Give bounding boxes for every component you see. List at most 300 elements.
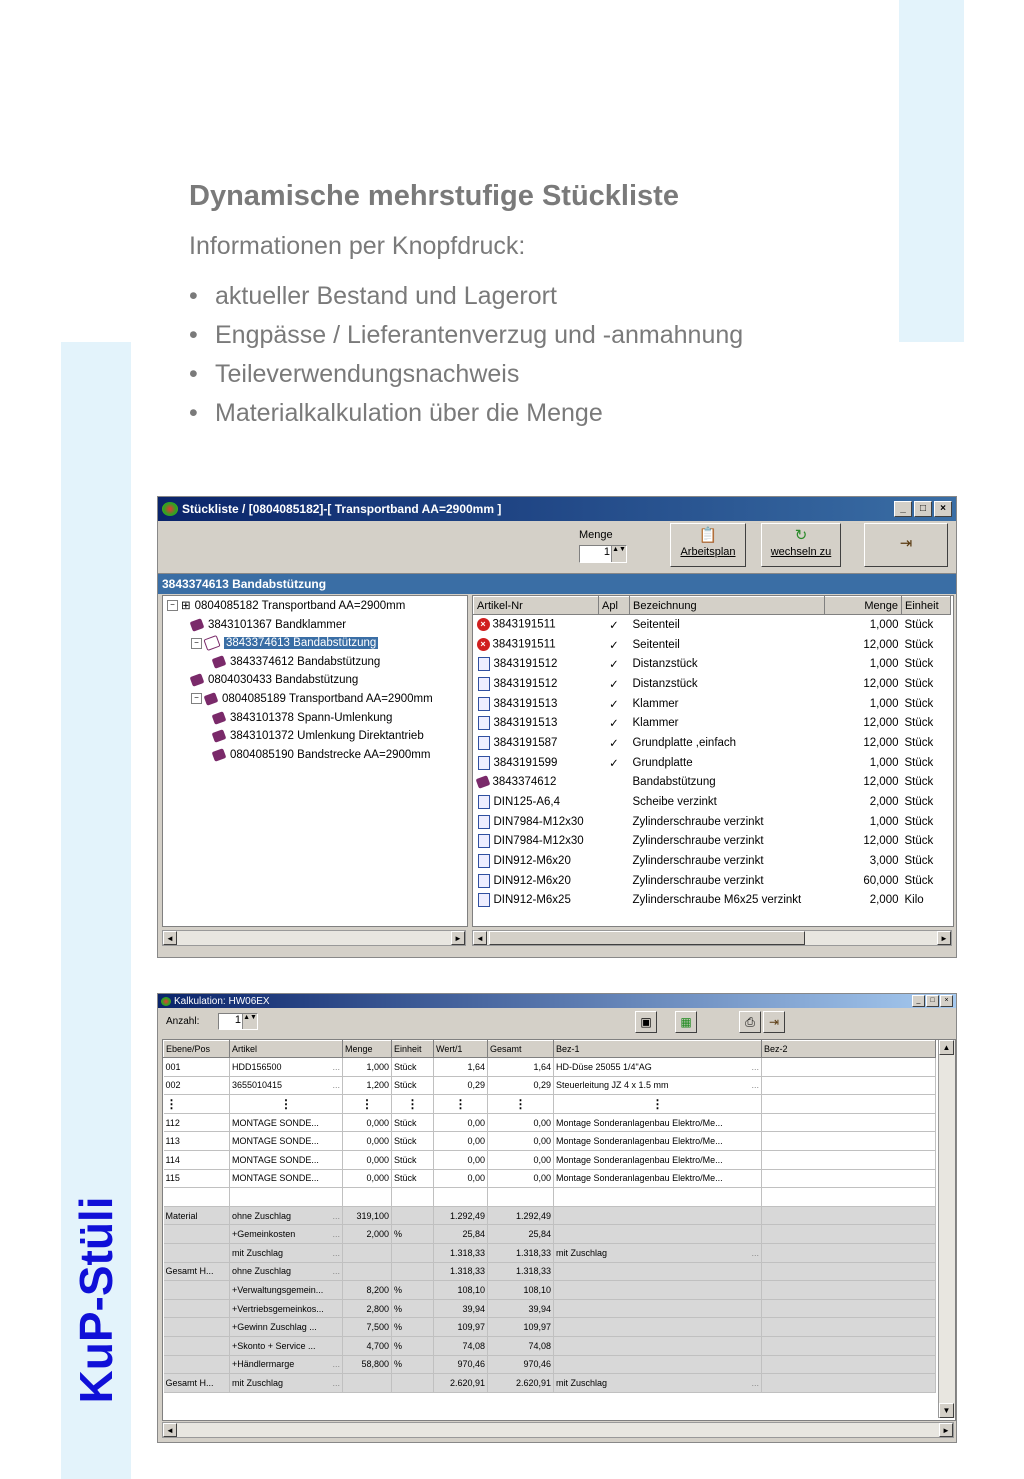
feature-item (189, 319, 743, 358)
table-row[interactable] (474, 694, 951, 714)
cell-text: ohne Zuschlag (232, 1266, 292, 1277)
lookup-ellipsis-button[interactable]: ... (332, 1061, 340, 1072)
tree-node-label: 0804085190 Bandstrecke AA=2900mm (230, 748, 431, 761)
bez2-cell (762, 1355, 936, 1374)
bez1-cell (554, 1281, 762, 1300)
wert-cell (434, 1076, 488, 1095)
table-row[interactable] (474, 674, 951, 694)
artikel-text: DIN912-M6x20 (493, 855, 571, 868)
bez2-cell (762, 1132, 936, 1151)
table-row[interactable] (474, 891, 951, 911)
cell-text: +Händlermarge (232, 1359, 295, 1370)
einheit-cell (392, 1058, 434, 1077)
tree-node-label: 0804085182 Transportband AA=2900mm (194, 600, 406, 612)
save-icon[interactable]: ▣ (635, 1011, 657, 1033)
ebene-cell (164, 1188, 230, 1207)
close-button[interactable]: × (934, 501, 952, 517)
artikel-cell (474, 615, 599, 635)
kalkulation-vscroll[interactable] (938, 1040, 955, 1418)
cell-text: 1.318,33 (515, 1247, 551, 1258)
cell-text: ohne Zuschlag (232, 1210, 292, 1221)
menge-cell (343, 1299, 392, 1318)
bom-toolbar (158, 521, 956, 574)
table-row[interactable] (164, 1169, 936, 1188)
tree-node[interactable] (191, 672, 358, 689)
einheit-cell (392, 1336, 434, 1355)
menge-cell: 12,000 (863, 677, 899, 690)
cell-text: 2,000 (366, 1229, 389, 1240)
spinner-arrows-icon[interactable]: ▲▼ (611, 546, 626, 562)
col-menge[interactable]: Menge (825, 597, 902, 615)
artikel-cell (474, 832, 599, 852)
gesamt-cell (488, 1132, 554, 1151)
artikel-cell (474, 871, 599, 891)
gesamt-cell (488, 1243, 554, 1262)
artikel-cell (230, 1058, 343, 1077)
continuation-dots: ⋮ (488, 1095, 554, 1114)
artikel-cell (230, 1262, 343, 1281)
col-einheit[interactable]: Einheit (392, 1041, 434, 1058)
wert-cell (434, 1318, 488, 1337)
table-row[interactable] (474, 773, 951, 793)
einheit-cell (392, 1262, 434, 1281)
minimize-button[interactable]: _ (912, 995, 925, 1007)
bez1-cell (554, 1076, 762, 1095)
col-wert[interactable]: Wert/1 (434, 1041, 488, 1058)
print-icon[interactable]: ⎙ (739, 1011, 761, 1033)
cell-text: % (394, 1359, 403, 1370)
menge-cell: 2,000 (869, 796, 899, 809)
scroll-left-icon[interactable]: ◄ (163, 931, 177, 945)
table-row[interactable] (164, 1355, 936, 1374)
cell-text: Stück (394, 1061, 417, 1072)
einheit-cell: Stück (904, 855, 934, 868)
bezeichnung-cell: Distanzstück (632, 677, 698, 690)
bezeichnung-cell: Klammer (632, 717, 679, 730)
table-row[interactable] (164, 1076, 936, 1095)
table-row[interactable] (164, 1188, 936, 1207)
table-row[interactable] (164, 1262, 936, 1281)
artikel-cell (474, 792, 599, 812)
bezeichnung-cell: Bandabstützung (632, 776, 716, 789)
cell-text: mit Zuschlag (556, 1377, 608, 1388)
continuation-dots: ⋮ (343, 1095, 392, 1114)
table-row[interactable] (164, 1374, 936, 1393)
artikel-cell (230, 1318, 343, 1337)
gesamt-cell (488, 1336, 554, 1355)
bom-tree[interactable] (162, 595, 468, 927)
app-icon (161, 997, 171, 1006)
tree-hscroll[interactable] (162, 930, 466, 946)
cell-text: 39,94 (528, 1303, 551, 1314)
table-row[interactable] (474, 871, 951, 891)
cell-text: 1,000 (366, 1061, 389, 1072)
kalkulation-titlebar[interactable] (158, 994, 956, 1008)
gesamt-cell (488, 1318, 554, 1337)
table-row[interactable] (164, 1113, 936, 1132)
bez1-cell (554, 1299, 762, 1318)
feature-text: Engpässe / Lieferantenverzug und -anmahnung (215, 321, 744, 349)
exit-button[interactable] (864, 523, 948, 567)
menge-cell: 12,000 (863, 736, 899, 749)
menge-cell (343, 1262, 392, 1281)
table-row[interactable] (474, 615, 951, 635)
assembly-root-icon: ⊞ (181, 600, 191, 612)
kalkulation-toolbar (158, 1008, 956, 1036)
assembly-icon (204, 692, 219, 706)
ebene-cell (164, 1076, 230, 1095)
einheit-cell (392, 1374, 434, 1393)
collapse-toggle-icon[interactable]: − (167, 600, 178, 611)
artikel-cell (474, 694, 599, 714)
continuation-dots (762, 1095, 936, 1114)
table-row[interactable] (164, 1299, 936, 1318)
col-ebene-pos[interactable]: Ebene/Pos (164, 1041, 230, 1058)
cell-text: Stück (394, 1154, 417, 1165)
bez1-cell (554, 1188, 762, 1207)
menge-cell: 12,000 (863, 638, 899, 651)
cell-text: 25,84 (528, 1229, 551, 1240)
document-icon (478, 893, 490, 907)
slide-subtitle: Informationen per Knopfdruck: (189, 232, 526, 260)
menge-spinner[interactable] (579, 545, 627, 563)
table-row[interactable] (474, 713, 951, 733)
clipboard-icon: 📋 (698, 527, 718, 544)
artikel-cell (230, 1374, 343, 1393)
einheit-cell (392, 1076, 434, 1095)
cell-text: % (394, 1229, 403, 1240)
bezeichnung-cell: Grundplatte (632, 756, 693, 769)
cell-text: 115 (165, 1173, 180, 1184)
cell-text: 3655010415 (232, 1080, 283, 1091)
gesamt-cell (488, 1169, 554, 1188)
artikel-cell (230, 1169, 343, 1188)
tree-node-label: 3843101378 Spann-Umlenkung (230, 711, 393, 724)
cell-text: MONTAGE SONDE... (232, 1154, 319, 1165)
spinner-arrows-icon[interactable]: ▲▼ (242, 1014, 257, 1029)
cell-text: MONTAGE SONDE... (232, 1173, 319, 1184)
lookup-ellipsis-button[interactable]: ... (332, 1377, 340, 1388)
cell-text: Steuerleitung JZ 4 x 1.5 mm (556, 1080, 669, 1091)
scroll-up-icon[interactable]: ▲ (939, 1040, 954, 1055)
tree-node[interactable] (213, 710, 392, 727)
table-row[interactable] (474, 733, 951, 753)
einheit-cell: Stück (904, 717, 934, 730)
artikel-cell (230, 1113, 343, 1132)
cell-text: % (394, 1322, 403, 1333)
cell-text: 1.318,33 (449, 1266, 485, 1277)
cell-text: 1,200 (366, 1080, 389, 1091)
cell-text: 0,00 (533, 1117, 551, 1128)
tree-node[interactable] (167, 598, 405, 615)
lookup-ellipsis-button[interactable]: ... (332, 1080, 340, 1091)
apl-check-icon: ✓ (609, 757, 619, 770)
artikel-text: 3843191513 (493, 697, 558, 710)
col-artikel-nr[interactable]: Artikel-Nr (474, 597, 599, 615)
menge-cell (343, 1169, 392, 1188)
document-icon (478, 716, 490, 730)
scroll-left-icon[interactable]: ◄ (473, 931, 487, 945)
bom-window-titlebar[interactable] (158, 497, 956, 521)
tree-node[interactable] (191, 691, 433, 708)
cell-text: Montage Sonderanlagenbau Elektro/Me... (556, 1136, 723, 1147)
tree-node-label: 0804085189 Transportband AA=2900mm (222, 693, 433, 705)
error-icon: × (477, 638, 490, 651)
bez2-cell (762, 1299, 936, 1318)
artikel-cell (474, 713, 599, 733)
tree-node[interactable] (191, 617, 346, 634)
bezeichnung-cell: Scheibe verzinkt (632, 796, 717, 809)
col-einheit[interactable]: Einheit (902, 597, 951, 615)
table-row[interactable] (164, 1058, 936, 1077)
cell-text: 2,800 (366, 1303, 389, 1314)
menge-cell: 12,000 (863, 776, 899, 789)
document-icon (478, 657, 490, 671)
lookup-ellipsis-button[interactable]: ... (751, 1080, 759, 1091)
feature-item (189, 358, 743, 397)
maximize-button[interactable]: □ (926, 995, 939, 1007)
tree-node-label: 3843101367 Bandklammer (208, 618, 347, 631)
tree-node[interactable] (213, 747, 430, 764)
menge-cell (343, 1225, 392, 1244)
minimize-button[interactable]: _ (894, 501, 912, 517)
col-gesamt[interactable]: Gesamt (488, 1041, 554, 1058)
bezeichnung-cell: Klammer (632, 697, 679, 710)
apl-check-icon (599, 871, 630, 891)
col-apl[interactable]: Apl (599, 597, 630, 615)
table-row[interactable] (164, 1206, 936, 1225)
artikel-cell (230, 1336, 343, 1355)
cell-text: mit Zuschlag (232, 1247, 284, 1258)
table-row[interactable] (474, 654, 951, 674)
gesamt-cell (488, 1150, 554, 1169)
tree-node[interactable] (213, 654, 380, 671)
lookup-ellipsis-button[interactable]: ... (751, 1247, 759, 1258)
table-row[interactable] (164, 1095, 936, 1114)
tree-node[interactable] (191, 635, 378, 652)
wert-cell (434, 1336, 488, 1355)
scroll-right-icon[interactable]: ► (937, 931, 951, 945)
table-row[interactable] (164, 1150, 936, 1169)
table-hscroll[interactable] (472, 930, 952, 946)
gesamt-cell (488, 1076, 554, 1095)
cell-text: +Gewinn Zuschlag ... (232, 1322, 317, 1333)
bez2-cell (762, 1188, 936, 1207)
einheit-cell (392, 1206, 434, 1225)
wechseln-label: wechseln zu (770, 546, 832, 558)
lookup-ellipsis-button[interactable]: ... (332, 1247, 340, 1258)
einheit-cell: Stück (904, 736, 934, 749)
menge-cell (343, 1374, 392, 1393)
table-row[interactable] (164, 1318, 936, 1337)
cell-text: mit Zuschlag (232, 1377, 284, 1388)
menge-cell (343, 1188, 392, 1207)
lookup-ellipsis-button[interactable]: ... (332, 1229, 340, 1240)
table-row[interactable] (164, 1132, 936, 1151)
table-row[interactable] (474, 792, 951, 812)
collapse-toggle-icon[interactable]: − (191, 693, 202, 704)
cell-text: Material (165, 1210, 198, 1221)
artikel-cell (230, 1150, 343, 1169)
einheit-cell (392, 1150, 434, 1169)
artikel-text: 3843191512 (493, 677, 558, 690)
artikel-text: 3843191512 (493, 658, 558, 671)
table-row[interactable] (164, 1281, 936, 1300)
exit-door-icon[interactable]: ⇥ (763, 1011, 785, 1033)
table-row[interactable] (164, 1336, 936, 1355)
cell-text: 25,84 (462, 1229, 485, 1240)
menge-cell: 2,000 (869, 894, 899, 907)
continuation-dots: ⋮ (164, 1095, 230, 1114)
bez1-cell (554, 1058, 762, 1077)
cell-text: % (394, 1303, 403, 1314)
col-menge[interactable]: Menge (343, 1041, 392, 1058)
continuation-dots: ⋮ (392, 1095, 434, 1114)
artikel-text: DIN912-M6x25 (493, 894, 571, 907)
cell-text: 7,500 (366, 1322, 389, 1333)
ebene-cell (164, 1132, 230, 1151)
menge-cell: 1,000 (869, 815, 899, 828)
wert-cell (434, 1132, 488, 1151)
wert-cell (434, 1150, 488, 1169)
scroll-right-icon[interactable]: ► (939, 1423, 953, 1437)
wechseln-button[interactable] (761, 523, 841, 567)
wert-cell (434, 1188, 488, 1207)
lookup-ellipsis-button[interactable]: ... (332, 1266, 340, 1277)
artikel-cell (230, 1076, 343, 1095)
apl-check-icon (599, 832, 630, 852)
bez2-cell (762, 1225, 936, 1244)
artikel-text: 3843191599 (493, 756, 558, 769)
bezeichnung-cell: Zylinderschraube verzinkt (632, 835, 764, 848)
einheit-cell: Stück (904, 658, 934, 671)
artikel-text: DIN7984-M12x30 (493, 835, 584, 848)
artikel-cell (474, 851, 599, 871)
cell-text: 114 (165, 1154, 180, 1165)
cell-text: +Verwaltungsgemein... (232, 1284, 324, 1295)
wert-cell (434, 1206, 488, 1225)
cell-text: 74,08 (528, 1340, 551, 1351)
bezeichnung-cell: Zylinderschraube verzinkt (632, 874, 764, 887)
table-row[interactable] (474, 635, 951, 655)
table-row[interactable] (474, 832, 951, 852)
cell-text: 58,800 (361, 1359, 389, 1370)
menge-cell (343, 1113, 392, 1132)
assembly-icon (190, 674, 205, 688)
slide-title: Dynamische mehrstufige Stückliste (189, 180, 679, 212)
scroll-right-icon[interactable]: ► (451, 931, 465, 945)
feature-text: aktueller Bestand und Lagerort (215, 282, 557, 310)
bez1-cell (554, 1206, 762, 1225)
arbeitsplan-label: Arbeitsplan (680, 546, 736, 558)
cell-text: 1,64 (533, 1061, 551, 1072)
cell-text: 4,700 (366, 1340, 389, 1351)
table-row[interactable] (164, 1225, 936, 1244)
menge-cell: 3,000 (869, 855, 899, 868)
col-bez-2[interactable]: Bez-2 (762, 1041, 936, 1058)
menge-cell: 12,000 (863, 717, 899, 730)
bezeichnung-cell: Seitenteil (632, 638, 680, 651)
cell-text: 0,00 (467, 1136, 485, 1147)
document-icon (478, 736, 490, 750)
cell-text: +Gemeinkosten (232, 1229, 296, 1240)
cell-text: 0,000 (366, 1136, 389, 1147)
col-bezeichnung[interactable]: Bezeichnung (630, 597, 825, 615)
scroll-down-icon[interactable]: ▼ (939, 1403, 954, 1418)
cell-text: 0,00 (467, 1117, 485, 1128)
bez1-cell (554, 1225, 762, 1244)
wert-cell (434, 1058, 488, 1077)
cell-text: 0,00 (533, 1154, 551, 1165)
anzahl-label: Anzahl: (166, 1016, 200, 1027)
assembly-icon (212, 729, 227, 743)
menge-cell: 60,000 (863, 874, 899, 887)
document-icon (478, 815, 490, 829)
bom-window (157, 496, 957, 958)
document-icon (478, 795, 490, 809)
cell-text: 319,100 (356, 1210, 389, 1221)
col-bez-1[interactable]: Bez-1 (554, 1041, 762, 1058)
gesamt-cell (488, 1058, 554, 1077)
bez1-cell (554, 1336, 762, 1355)
apl-check-icon: ✓ (609, 737, 619, 750)
menge-cell (343, 1336, 392, 1355)
lookup-ellipsis-button[interactable]: ... (332, 1210, 340, 1221)
tree-node[interactable] (213, 728, 424, 745)
feature-list (189, 280, 743, 436)
table-row[interactable] (474, 753, 951, 773)
error-icon: × (477, 618, 490, 631)
scroll-left-icon[interactable]: ◄ (163, 1423, 177, 1437)
scroll-thumb[interactable] (489, 931, 805, 945)
artikel-cell (230, 1281, 343, 1300)
lookup-ellipsis-button[interactable]: ... (332, 1359, 340, 1370)
maximize-button[interactable]: □ (914, 501, 932, 517)
col-artikel[interactable]: Artikel (230, 1041, 343, 1058)
table-row[interactable] (474, 812, 951, 832)
einheit-cell: Stück (904, 815, 934, 828)
close-button[interactable]: × (940, 995, 953, 1007)
artikel-cell (474, 733, 599, 753)
kalkulation-hscroll[interactable] (162, 1422, 954, 1438)
lookup-ellipsis-button[interactable]: ... (751, 1377, 759, 1388)
excel-icon[interactable]: ▦ (675, 1011, 697, 1033)
menge-value: 1 (603, 546, 610, 558)
bezeichnung-cell: Seitenteil (632, 618, 680, 631)
wert-cell (434, 1355, 488, 1374)
bez1-cell (554, 1374, 762, 1393)
menge-cell (343, 1206, 392, 1225)
refresh-arrow-icon: ↻ (794, 527, 808, 544)
einheit-cell: Stück (904, 874, 934, 887)
anzahl-spinner[interactable] (218, 1013, 258, 1030)
gesamt-cell (488, 1188, 554, 1207)
tree-node-label: 3843374613 Bandabstützung (226, 637, 377, 650)
einheit-cell (392, 1132, 434, 1151)
artikel-cell (230, 1299, 343, 1318)
cell-text: 2.620,91 (449, 1377, 485, 1388)
table-row[interactable] (474, 851, 951, 871)
arbeitsplan-button[interactable] (670, 523, 746, 567)
wert-cell (434, 1299, 488, 1318)
lookup-ellipsis-button[interactable]: ... (751, 1061, 759, 1072)
bom-table (472, 595, 954, 927)
selected-item-bar: 3843374613 Bandabstützung (158, 574, 956, 594)
table-row[interactable] (164, 1243, 936, 1262)
bez2-cell (762, 1150, 936, 1169)
bezeichnung-cell: Distanzstück (632, 658, 698, 671)
collapse-toggle-icon[interactable]: − (191, 638, 202, 649)
